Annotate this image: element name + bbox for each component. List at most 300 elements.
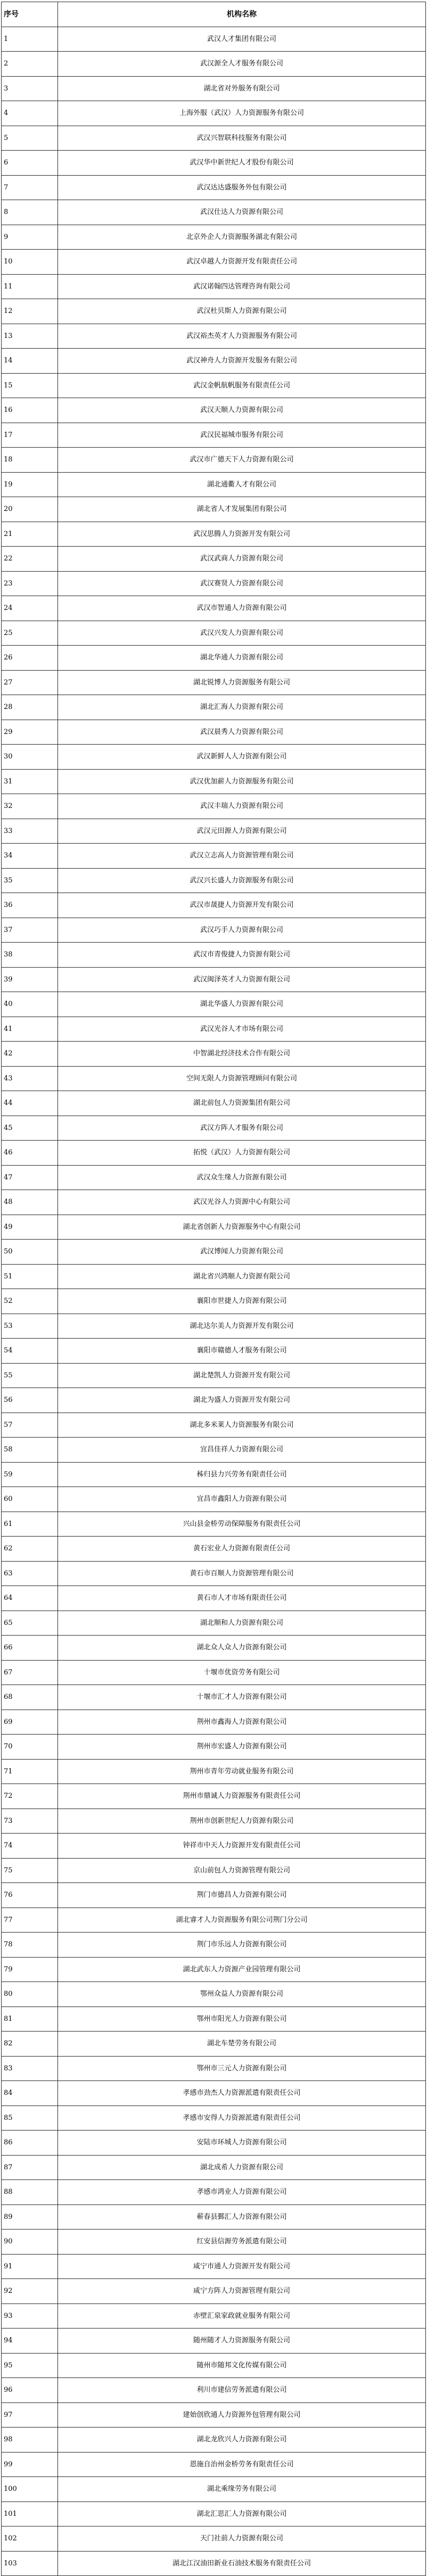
row-seq: 69 <box>2 1710 58 1735</box>
row-seq: 1 <box>2 27 58 52</box>
row-seq: 47 <box>2 1165 58 1190</box>
row-seq: 53 <box>2 1314 58 1339</box>
row-institution-name: 蕲春县鄞汇人力资源有限公司 <box>58 2205 426 2230</box>
table-row <box>2 1957 426 1982</box>
row-seq: 98 <box>2 2428 58 2453</box>
row-seq: 12 <box>2 299 58 324</box>
table-row <box>2 819 426 844</box>
row-institution-name: 湖北顺和人力资源有限公司 <box>58 1611 426 1636</box>
table-row <box>2 794 426 819</box>
row-institution-name: 武汉金帆航帆服务有限责任公司 <box>58 373 426 398</box>
row-institution-name: 湖北省兴鸿顺人力资源有限公司 <box>58 1264 426 1289</box>
table-row <box>2 2378 426 2403</box>
row-institution-name: 上海外服（武汉）人力资源服务有限公司 <box>58 101 426 126</box>
row-institution-name: 湖北众人众人力资源有限公司 <box>58 1636 426 1661</box>
table-row <box>2 1561 426 1586</box>
table-row <box>2 893 426 918</box>
row-seq: 50 <box>2 1240 58 1265</box>
table-row <box>2 1660 426 1685</box>
row-institution-name: 湖北车楚劳务有限公司 <box>58 2032 426 2057</box>
row-institution-name: 武汉光谷人才市场有限公司 <box>58 1017 426 1042</box>
row-institution-name: 武汉博闻人力资源有限公司 <box>58 1240 426 1265</box>
row-seq: 61 <box>2 1512 58 1537</box>
table-row <box>2 844 426 869</box>
table-row <box>2 1413 426 1438</box>
row-seq: 64 <box>2 1586 58 1611</box>
table-row <box>2 250 426 275</box>
row-seq: 20 <box>2 497 58 522</box>
table-row <box>2 1339 426 1364</box>
row-institution-name: 湖北省创新人力资源服务中心有限公司 <box>58 1215 426 1240</box>
row-institution-name: 武汉丰瑞人力资源有限公司 <box>58 794 426 819</box>
row-institution-name: 鄂州市三元人力资源有限公司 <box>58 2056 426 2081</box>
table-row <box>2 745 426 770</box>
row-seq: 66 <box>2 1636 58 1661</box>
row-seq: 96 <box>2 2378 58 2403</box>
table-row <box>2 1809 426 1834</box>
table-row <box>2 720 426 745</box>
table-row <box>2 2353 426 2378</box>
row-institution-name: 武汉诺翰四达管理咨询有限公司 <box>58 274 426 299</box>
row-institution-name: 北京外企人力资源服务湖北有限公司 <box>58 225 426 250</box>
table-row <box>2 2205 426 2230</box>
row-institution-name: 拓悦（武汉）人力资源有限公司 <box>58 1141 426 1166</box>
row-institution-name: 赤壁汇泉家政就业服务有限公司 <box>58 2303 426 2329</box>
table-row <box>2 225 426 250</box>
row-seq: 11 <box>2 274 58 299</box>
table-row <box>2 1883 426 1908</box>
table-row <box>2 1017 426 1042</box>
row-institution-name: 荆州市青年劳动就业服务有限公司 <box>58 1759 426 1784</box>
row-institution-name: 湖北多米莱人力资源服务有限公司 <box>58 1413 426 1438</box>
row-seq: 43 <box>2 1066 58 1091</box>
row-seq: 59 <box>2 1462 58 1487</box>
table-row <box>2 472 426 497</box>
header-name: 机构名称 <box>58 2 426 27</box>
row-institution-name: 武汉人才集团有限公司 <box>58 27 426 52</box>
row-seq: 92 <box>2 2279 58 2304</box>
table-row <box>2 2180 426 2205</box>
row-seq: 52 <box>2 1289 58 1314</box>
row-seq: 58 <box>2 1438 58 1463</box>
table-row <box>2 1363 426 1388</box>
row-institution-name: 荆州市鼎诚人力资源服务有限责任公司 <box>58 1784 426 1809</box>
row-institution-name: 武汉兴智联科技服务有限公司 <box>58 126 426 151</box>
table-row <box>2 52 426 77</box>
row-institution-name: 鄂州市阳光人力资源有限公司 <box>58 2007 426 2032</box>
row-institution-name: 京山前包人力资源管理有限公司 <box>58 1858 426 1883</box>
row-seq: 62 <box>2 1537 58 1562</box>
table-row <box>2 2452 426 2477</box>
table-row <box>2 200 426 225</box>
row-institution-name: 武汉仕达人力资源有限公司 <box>58 200 426 225</box>
row-seq: 97 <box>2 2402 58 2428</box>
row-institution-name: 荆门市德昌人力资源有限公司 <box>58 1883 426 1908</box>
row-institution-name: 十堰市汇才人力资源有限公司 <box>58 1685 426 1710</box>
header-seq: 序号 <box>2 2 58 27</box>
row-seq: 82 <box>2 2032 58 2057</box>
row-institution-name: 安陆市环城人力资源有限公司 <box>58 2131 426 2156</box>
table-row <box>2 695 426 720</box>
row-seq: 7 <box>2 175 58 200</box>
row-seq: 26 <box>2 646 58 671</box>
table-row <box>2 2081 426 2106</box>
row-institution-name: 武汉思腾人力资源开发有限公司 <box>58 522 426 547</box>
row-institution-name: 武汉达达盛服务外包有限公司 <box>58 175 426 200</box>
table-row <box>2 943 426 968</box>
table-row <box>2 2155 426 2180</box>
row-seq: 37 <box>2 918 58 943</box>
row-seq: 103 <box>2 2551 58 2576</box>
row-seq: 93 <box>2 2303 58 2329</box>
row-seq: 24 <box>2 596 58 621</box>
row-seq: 3 <box>2 76 58 101</box>
row-institution-name: 湖北锐博人力资源服务有限公司 <box>58 670 426 695</box>
table-row <box>2 1042 426 1067</box>
row-institution-name: 武汉民福城市服务有限公司 <box>58 423 426 448</box>
table-row <box>2 1636 426 1661</box>
table-row <box>2 373 426 398</box>
table-row <box>2 918 426 943</box>
row-institution-name: 黄石市人才市场有限责任公司 <box>58 1586 426 1611</box>
row-seq: 89 <box>2 2205 58 2230</box>
table-row <box>2 101 426 126</box>
row-seq: 72 <box>2 1784 58 1809</box>
row-institution-name: 空间无限人力资源管理顾问有限公司 <box>58 1066 426 1091</box>
row-institution-name: 湖北省人才发展集团有限公司 <box>58 497 426 522</box>
row-seq: 6 <box>2 151 58 176</box>
row-institution-name: 黄石市百顺人力资源管理有限公司 <box>58 1561 426 1586</box>
table-row <box>2 1685 426 1710</box>
row-institution-name: 武汉巧手人力资源有限公司 <box>58 918 426 943</box>
table-row <box>2 1784 426 1809</box>
table-row <box>2 2428 426 2453</box>
table-row <box>2 1190 426 1215</box>
table-row <box>2 1537 426 1562</box>
table-row <box>2 1165 426 1190</box>
row-seq: 90 <box>2 2230 58 2255</box>
table-row <box>2 596 426 621</box>
row-seq: 29 <box>2 720 58 745</box>
row-institution-name: 天门社前人力资源有限公司 <box>58 2527 426 2552</box>
table-row <box>2 670 426 695</box>
row-seq: 54 <box>2 1339 58 1364</box>
row-institution-name: 武汉杜贝斯人力资源有限公司 <box>58 299 426 324</box>
row-institution-name: 孝感市劲杰人力资源派遣有限责任公司 <box>58 2081 426 2106</box>
row-seq: 101 <box>2 2501 58 2527</box>
row-seq: 84 <box>2 2081 58 2106</box>
table-row <box>2 2230 426 2255</box>
table-row <box>2 2279 426 2304</box>
row-institution-name: 湖北乘缘劳务有限公司 <box>58 2477 426 2502</box>
row-seq: 86 <box>2 2131 58 2156</box>
row-institution-name: 秭归县力兴劳务有限责任公司 <box>58 1462 426 1487</box>
row-institution-name: 随州市随邦文化传媒有限公司 <box>58 2353 426 2378</box>
row-institution-name: 武汉华中新世纪人才股份有限公司 <box>58 151 426 176</box>
row-seq: 41 <box>2 1017 58 1042</box>
row-seq: 85 <box>2 2106 58 2131</box>
row-institution-name: 红安县信源劳务派遣有限公司 <box>58 2230 426 2255</box>
table-row <box>2 2402 426 2428</box>
table-row <box>2 1438 426 1463</box>
row-institution-name: 襄阳市世捷人力资源有限公司 <box>58 1289 426 1314</box>
table-row <box>2 1512 426 1537</box>
table-row <box>2 967 426 992</box>
row-seq: 56 <box>2 1388 58 1413</box>
row-institution-name: 利川市建信劳务派遣有限公司 <box>58 2378 426 2403</box>
row-seq: 77 <box>2 1908 58 1933</box>
table-row <box>2 1586 426 1611</box>
table-row <box>2 2056 426 2081</box>
row-seq: 44 <box>2 1091 58 1116</box>
row-institution-name: 武汉众生缘人力资源有限公司 <box>58 1165 426 1190</box>
table-row <box>2 2007 426 2032</box>
table-row <box>2 1240 426 1265</box>
row-seq: 65 <box>2 1611 58 1636</box>
table-row <box>2 448 426 473</box>
row-seq: 102 <box>2 2527 58 2552</box>
table-row <box>2 1710 426 1735</box>
table-row <box>2 992 426 1017</box>
row-seq: 30 <box>2 745 58 770</box>
table-row <box>2 1611 426 1636</box>
row-institution-name: 武汉市广德天下人力资源有限公司 <box>58 448 426 473</box>
row-seq: 78 <box>2 1933 58 1958</box>
row-seq: 25 <box>2 621 58 646</box>
row-institution-name: 中智湖北经济技术合作有限公司 <box>58 1042 426 1067</box>
row-institution-name: 武汉方阵人才服务有限公司 <box>58 1116 426 1141</box>
row-institution-name: 武汉兴长盛人力资源服务有限公司 <box>58 868 426 893</box>
table-row <box>2 1116 426 1141</box>
row-institution-name: 孝感市鸿业人力资源有限公司 <box>58 2180 426 2205</box>
table-row <box>2 1858 426 1883</box>
row-seq: 9 <box>2 225 58 250</box>
table-row <box>2 1735 426 1760</box>
row-seq: 40 <box>2 992 58 1017</box>
row-institution-name: 孝感市安得人力资源派遣有限责任公司 <box>58 2106 426 2131</box>
row-seq: 67 <box>2 1660 58 1685</box>
row-seq: 80 <box>2 1982 58 2007</box>
row-institution-name: 襄阳市赣德人才服务有限公司 <box>58 1339 426 1364</box>
row-seq: 42 <box>2 1042 58 1067</box>
row-institution-name: 武汉立志高人力资源管理有限公司 <box>58 844 426 869</box>
row-institution-name: 武汉元田源人力资源有限公司 <box>58 819 426 844</box>
table-row <box>2 1388 426 1413</box>
row-institution-name: 恩施自治州金桥劳务有限责任公司 <box>58 2452 426 2477</box>
row-seq: 88 <box>2 2180 58 2205</box>
table-row <box>2 1487 426 1512</box>
table-row <box>2 1215 426 1240</box>
row-institution-name: 湖北达尔美人力资源开发有限公司 <box>58 1314 426 1339</box>
row-seq: 79 <box>2 1957 58 1982</box>
row-seq: 10 <box>2 250 58 275</box>
row-institution-name: 湖北楚凯人力资源开发有限公司 <box>58 1363 426 1388</box>
table-row <box>2 1759 426 1784</box>
row-seq: 83 <box>2 2056 58 2081</box>
row-seq: 87 <box>2 2155 58 2180</box>
row-seq: 4 <box>2 101 58 126</box>
row-seq: 33 <box>2 819 58 844</box>
row-seq: 18 <box>2 448 58 473</box>
row-institution-name: 武汉源全人才服务有限公司 <box>58 52 426 77</box>
row-institution-name: 咸宁市通人力资源开发有限公司 <box>58 2254 426 2279</box>
institution-table <box>1 2 426 2576</box>
row-institution-name: 武汉市青俊捷人力资源有限公司 <box>58 943 426 968</box>
row-seq: 55 <box>2 1363 58 1388</box>
table-row <box>2 2106 426 2131</box>
row-institution-name: 鄂州众益人力资源有限公司 <box>58 1982 426 2007</box>
row-institution-name: 湖北成希人力资源有限公司 <box>58 2155 426 2180</box>
row-seq: 13 <box>2 324 58 349</box>
table-row <box>2 1289 426 1314</box>
row-seq: 31 <box>2 769 58 794</box>
row-seq: 51 <box>2 1264 58 1289</box>
table-row <box>2 2254 426 2279</box>
row-seq: 22 <box>2 547 58 572</box>
table-row <box>2 274 426 299</box>
row-institution-name: 湖北通衢人才有限公司 <box>58 472 426 497</box>
row-institution-name: 武汉天顺人力资源有限公司 <box>58 398 426 423</box>
table-row <box>2 27 426 52</box>
row-seq: 39 <box>2 967 58 992</box>
row-seq: 23 <box>2 571 58 596</box>
table-row <box>2 2329 426 2354</box>
table-row <box>2 423 426 448</box>
row-institution-name: 钟祥市中天人力资源开发有限责任公司 <box>58 1834 426 1859</box>
table-row <box>2 1982 426 2007</box>
row-seq: 27 <box>2 670 58 695</box>
row-institution-name: 随州随才人力资源服务有限公司 <box>58 2329 426 2354</box>
row-institution-name: 湖北江汉油田新业石油技术服务有限责任公司 <box>58 2551 426 2576</box>
row-institution-name: 宜昌佳祥人力资源有限公司 <box>58 1438 426 1463</box>
row-seq: 32 <box>2 794 58 819</box>
row-seq: 16 <box>2 398 58 423</box>
row-institution-name: 湖北华盛人力资源有限公司 <box>58 992 426 1017</box>
row-institution-name: 武汉卓越人力资源开发有限责任公司 <box>58 250 426 275</box>
table-row <box>2 1141 426 1166</box>
row-seq: 48 <box>2 1190 58 1215</box>
row-institution-name: 湖北为盛人力资源开发有限公司 <box>58 1388 426 1413</box>
table-row <box>2 324 426 349</box>
table-row <box>2 2551 426 2576</box>
row-institution-name: 黄石宏业人力资源有限责任公司 <box>58 1537 426 1562</box>
row-seq: 19 <box>2 472 58 497</box>
row-institution-name: 武汉新鲜人人力资源有限公司 <box>58 745 426 770</box>
row-institution-name: 武汉市晟捷人力资源开发有限公司 <box>58 893 426 918</box>
table-row <box>2 497 426 522</box>
row-seq: 63 <box>2 1561 58 1586</box>
row-seq: 91 <box>2 2254 58 2279</box>
row-institution-name: 建始创欣通人力资源外包管理有限公司 <box>58 2402 426 2428</box>
row-seq: 68 <box>2 1685 58 1710</box>
table-row <box>2 1091 426 1116</box>
row-institution-name: 武汉优加薪人力资源服务有限公司 <box>58 769 426 794</box>
row-institution-name: 武汉兴发人力资源有限公司 <box>58 621 426 646</box>
row-institution-name: 宜昌市鑫阳人力资源有限公司 <box>58 1487 426 1512</box>
row-seq: 2 <box>2 52 58 77</box>
table-row <box>2 398 426 423</box>
table-row <box>2 2032 426 2057</box>
row-seq: 81 <box>2 2007 58 2032</box>
table-header-row <box>2 2 426 27</box>
row-seq: 95 <box>2 2353 58 2378</box>
row-seq: 28 <box>2 695 58 720</box>
row-institution-name: 武汉市智通人力资源有限公司 <box>58 596 426 621</box>
row-seq: 17 <box>2 423 58 448</box>
row-seq: 49 <box>2 1215 58 1240</box>
row-institution-name: 湖北汇思汇人力资源有限公司 <box>58 2501 426 2527</box>
table-row <box>2 2501 426 2527</box>
row-institution-name: 武汉晨秀人力资源有限公司 <box>58 720 426 745</box>
table-row <box>2 349 426 374</box>
table-row <box>2 547 426 572</box>
row-institution-name: 十堰市优资劳务有限公司 <box>58 1660 426 1685</box>
row-seq: 34 <box>2 844 58 869</box>
row-seq: 73 <box>2 1809 58 1834</box>
row-seq: 57 <box>2 1413 58 1438</box>
row-institution-name: 荆州市创新世纪人力资源有限公司 <box>58 1809 426 1834</box>
row-seq: 99 <box>2 2452 58 2477</box>
row-seq: 70 <box>2 1735 58 1760</box>
table-row <box>2 868 426 893</box>
table-row <box>2 522 426 547</box>
row-seq: 76 <box>2 1883 58 1908</box>
row-seq: 94 <box>2 2329 58 2354</box>
table-row <box>2 126 426 151</box>
table-row <box>2 151 426 176</box>
row-seq: 45 <box>2 1116 58 1141</box>
row-seq: 14 <box>2 349 58 374</box>
row-seq: 60 <box>2 1487 58 1512</box>
row-institution-name: 湖北华通人力资源有限公司 <box>58 646 426 671</box>
table-row <box>2 76 426 101</box>
table-row <box>2 1066 426 1091</box>
row-seq: 5 <box>2 126 58 151</box>
row-seq: 8 <box>2 200 58 225</box>
row-institution-name: 咸宁方阵人力资源管理有限公司 <box>58 2279 426 2304</box>
table-row <box>2 1933 426 1958</box>
institution-list-sheet <box>1 2 425 2576</box>
row-institution-name: 湖北前包人力资源集团有限公司 <box>58 1091 426 1116</box>
row-seq: 15 <box>2 373 58 398</box>
table-row <box>2 1908 426 1933</box>
table-row <box>2 2303 426 2329</box>
table-row <box>2 2527 426 2552</box>
table-row <box>2 2131 426 2156</box>
row-seq: 36 <box>2 893 58 918</box>
row-seq: 46 <box>2 1141 58 1166</box>
table-row <box>2 769 426 794</box>
row-institution-name: 荆州市鑫海人力资源有限公司 <box>58 1710 426 1735</box>
row-seq: 38 <box>2 943 58 968</box>
row-institution-name: 荆州市宏盛人力资源有限公司 <box>58 1735 426 1760</box>
row-institution-name: 荆门市乐远人力资源有限公司 <box>58 1933 426 1958</box>
row-institution-name: 兴山县金桥劳动保障服务有限责任公司 <box>58 1512 426 1537</box>
table-row <box>2 646 426 671</box>
row-institution-name: 武汉闽泽英才人力资源有限公司 <box>58 967 426 992</box>
row-seq: 71 <box>2 1759 58 1784</box>
row-institution-name: 武汉裕杰英才人力资源服务有限公司 <box>58 324 426 349</box>
table-body <box>2 27 426 2576</box>
row-institution-name: 湖北省对外服务有限公司 <box>58 76 426 101</box>
row-institution-name: 湖北汇海人力资源有限公司 <box>58 695 426 720</box>
table-row <box>2 1264 426 1289</box>
table-row <box>2 2477 426 2502</box>
row-seq: 100 <box>2 2477 58 2502</box>
row-institution-name: 武汉神舟人力资源开发服务有限公司 <box>58 349 426 374</box>
table-row <box>2 1834 426 1859</box>
row-institution-name: 湖北睿才人力资源服务有限公司荆门分公司 <box>58 1908 426 1933</box>
